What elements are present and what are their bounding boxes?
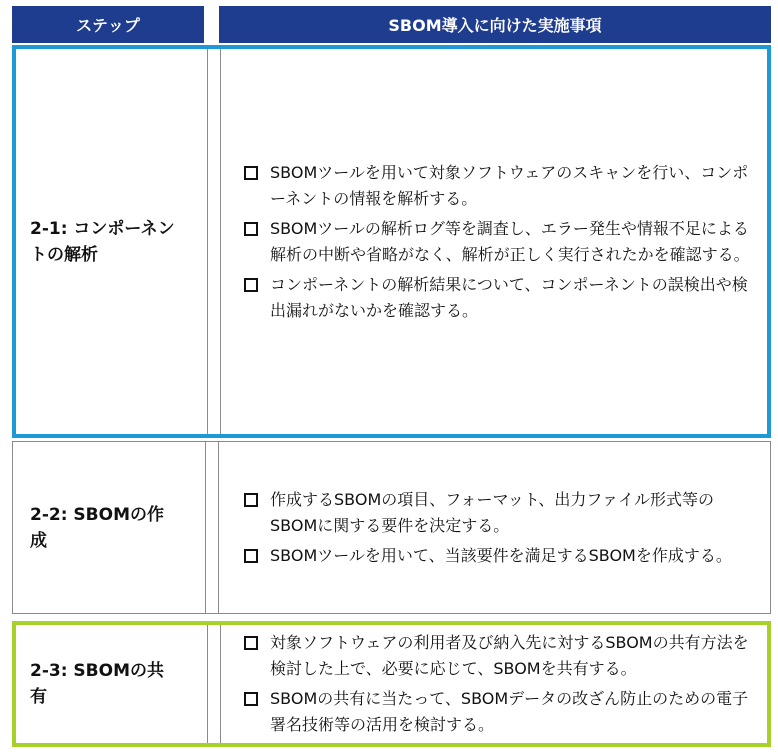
header-step-label: ステップ	[76, 16, 140, 35]
action-text: SBOMツールを用いて対象ソフトウェアのスキャンを行い、コンポーネントの情報を解析する。	[270, 162, 749, 208]
column-divider	[205, 442, 219, 613]
header-actions	[219, 6, 771, 43]
action-text: SBOMツールを用いて、当該要件を満足するSBOMを作成する。	[270, 545, 732, 565]
step-cell	[13, 442, 203, 613]
action-text: コンポーネントの解析結果について、コンポーネントの誤検出や検出漏れがないかを確認する。	[270, 274, 748, 320]
checkbox-square-icon	[244, 493, 258, 507]
row-step-2-2	[12, 441, 771, 614]
checkbox-square-icon	[244, 278, 258, 292]
step-label: 2-3: SBOMの共有	[30, 661, 164, 707]
action-text: 作成するSBOMの項目、フォーマット、出力ファイル形式等のSBOMに関する要件を決定する。	[270, 489, 715, 535]
row-step-2-3	[12, 621, 771, 747]
action-item	[240, 686, 753, 738]
action-text: SBOMの共有に当たって、SBOMデータの改ざん防止のための電子署名技術等の活用を検討する。	[270, 689, 749, 734]
header-step	[12, 6, 204, 43]
column-divider	[207, 625, 221, 743]
checkbox-square-icon	[244, 222, 258, 236]
step-cell	[16, 49, 206, 434]
action-text: 対象ソフトウェアの利用者及び納入先に対するSBOMの共有方法を検討した上で、必要に応じて、SBOMを共有する。	[270, 633, 749, 678]
checkbox-square-icon	[244, 166, 258, 180]
column-divider	[207, 49, 221, 434]
checkbox-square-icon	[244, 549, 258, 563]
action-text: SBOMツールの解析ログ等を調査し、エラー発生や情報不足による解析の中断や省略がなく、解析が正しく実行されたかを確認する。	[270, 218, 750, 264]
actions-cell	[226, 49, 767, 434]
step-cell	[16, 625, 206, 743]
checkbox-square-icon	[244, 636, 258, 650]
action-item	[240, 216, 753, 268]
checkbox-square-icon	[244, 692, 258, 706]
action-item	[240, 487, 756, 539]
step-label: 2-1: コンポーネントの解析	[30, 218, 175, 265]
actions-cell	[226, 625, 767, 743]
actions-cell	[226, 442, 770, 613]
action-item	[240, 160, 753, 212]
action-item	[240, 543, 756, 569]
row-step-2-1	[12, 45, 771, 438]
action-item	[240, 272, 753, 324]
step-label: 2-2: SBOMの作成	[30, 504, 164, 551]
header-actions-label: SBOM導入に向けた実施事項	[388, 16, 602, 35]
action-item	[240, 630, 753, 682]
